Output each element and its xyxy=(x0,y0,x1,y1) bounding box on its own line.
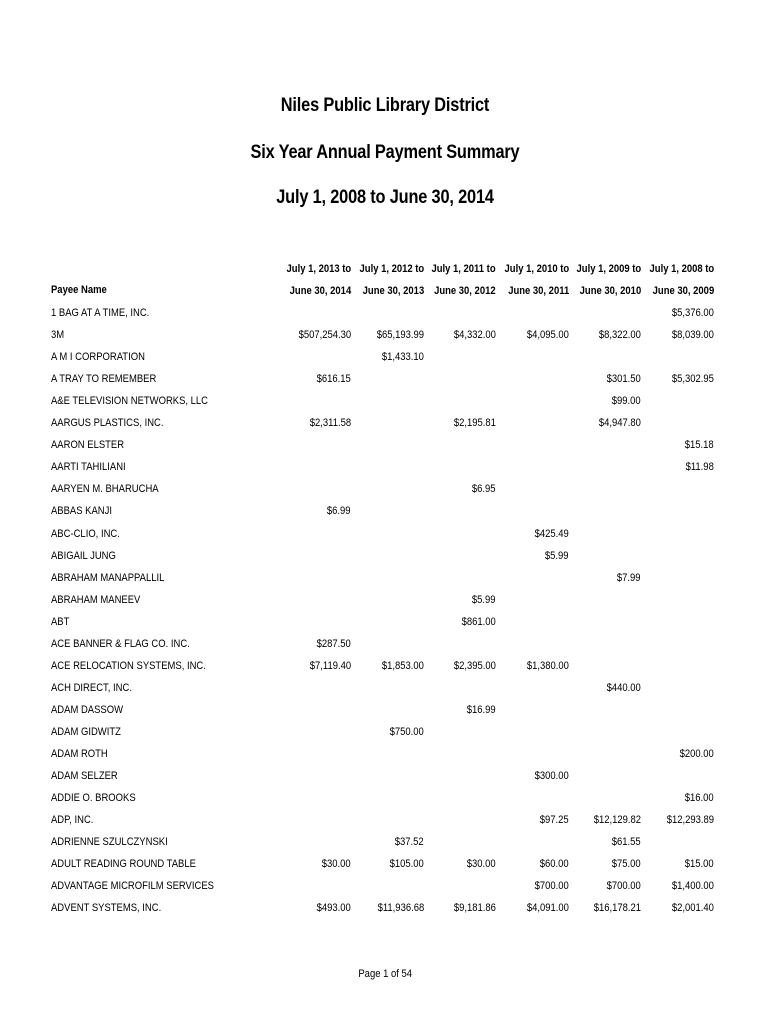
payee-name: AARTI TAHILIANI xyxy=(51,461,126,474)
column-header-line1: July 1, 2008 to xyxy=(649,263,714,275)
table-row xyxy=(0,435,770,457)
table-row xyxy=(0,788,770,810)
payment-amount: $7,119.40 xyxy=(309,659,351,672)
table-row xyxy=(0,347,770,369)
payee-name: ABC-CLIO, INC. xyxy=(51,527,120,540)
table-row xyxy=(0,413,770,435)
table-row xyxy=(0,810,770,832)
table-row xyxy=(0,766,770,788)
payment-amount: $16.00 xyxy=(685,792,714,805)
payment-amount: $60.00 xyxy=(540,858,569,871)
table-row xyxy=(0,612,770,634)
payment-amount: $15.00 xyxy=(685,858,714,871)
payee-name: A TRAY TO REMEMBER xyxy=(51,373,157,386)
payment-amount: $99.00 xyxy=(612,395,641,408)
table-row xyxy=(0,524,770,546)
payment-amount: $1,380.00 xyxy=(526,659,569,672)
table-row xyxy=(0,656,770,678)
payee-name: ADAM DASSOW xyxy=(51,703,124,716)
column-header-line2: June 30, 2009 xyxy=(652,285,714,297)
payment-amount: $12,129.82 xyxy=(593,814,641,827)
payment-amount: $61.55 xyxy=(612,836,641,849)
column-header-line2: June 30, 2011 xyxy=(507,285,569,297)
payment-amount: $30.00 xyxy=(467,858,496,871)
table-row xyxy=(0,568,770,590)
payment-amount: $700.00 xyxy=(534,880,569,893)
table-row xyxy=(0,479,770,501)
payment-amount: $301.50 xyxy=(606,373,641,386)
table-row xyxy=(0,590,770,612)
payment-amount: $1,400.00 xyxy=(671,880,714,893)
payment-amount: $2,311.58 xyxy=(309,417,351,430)
column-header-line2: June 30, 2014 xyxy=(289,285,351,297)
payee-name: ABT xyxy=(51,615,70,628)
payment-amount: $6.95 xyxy=(472,483,496,496)
column-header xyxy=(432,258,496,302)
report-date-range: July 1, 2008 to June 30, 2014 xyxy=(276,187,494,208)
table-row xyxy=(0,325,770,347)
payee-name: ABRAHAM MANAPPALLIL xyxy=(51,571,165,584)
column-header-line2: June 30, 2013 xyxy=(362,285,424,297)
payment-amount: $287.50 xyxy=(316,637,351,650)
table-row xyxy=(0,391,770,413)
column-header xyxy=(649,258,714,302)
payment-amount: $507,254.30 xyxy=(298,329,351,342)
column-header-line1: July 1, 2010 to xyxy=(504,263,569,275)
payment-amount: $2,001.40 xyxy=(671,902,714,915)
payment-amount: $700.00 xyxy=(606,880,641,893)
payee-name: ADAM GIDWITZ xyxy=(51,725,121,738)
payment-amount: $1,853.00 xyxy=(381,659,424,672)
payment-amount: $30.00 xyxy=(322,858,351,871)
table-row xyxy=(0,744,770,766)
payee-name: ADULT READING ROUND TABLE xyxy=(51,858,196,871)
payment-amount: $8,039.00 xyxy=(671,329,714,342)
table-row xyxy=(0,876,770,898)
payment-amount: $300.00 xyxy=(534,770,569,783)
payment-amount: $75.00 xyxy=(612,858,641,871)
payment-amount: $5.99 xyxy=(545,549,569,562)
column-header-line1: July 1, 2009 to xyxy=(576,263,641,275)
table-row xyxy=(0,303,770,325)
payment-amount: $425.49 xyxy=(534,527,569,540)
column-header-line1: July 1, 2011 to xyxy=(431,263,496,275)
payment-amount: $4,091.00 xyxy=(526,902,569,915)
payment-amount: $616.15 xyxy=(316,373,351,386)
payment-amount: $750.00 xyxy=(389,725,424,738)
payment-amount: $97.25 xyxy=(540,814,569,827)
column-header-line2: June 30, 2012 xyxy=(434,285,496,297)
column-header-line1: July 1, 2013 to xyxy=(286,263,351,275)
payment-amount: $2,195.81 xyxy=(453,417,496,430)
payment-amount: $4,332.00 xyxy=(453,329,496,342)
payment-amount: $65,193.99 xyxy=(376,329,424,342)
payment-amount: $16,178.21 xyxy=(593,902,641,915)
payee-name: AARYEN M. BHARUCHA xyxy=(51,483,159,496)
column-header xyxy=(286,258,351,302)
payment-amount: $4,947.80 xyxy=(598,417,641,430)
payee-name: 1 BAG AT A TIME, INC. xyxy=(51,307,150,319)
column-header-line2: June 30, 2010 xyxy=(579,285,641,297)
payment-amount: $493.00 xyxy=(316,902,351,915)
payee-name: ADRIENNE SZULCZYNSKI xyxy=(51,836,168,849)
table-row xyxy=(0,722,770,744)
payment-amount: $11,936.68 xyxy=(377,902,424,915)
payee-name: 3M xyxy=(51,329,65,342)
payment-amount: $5.99 xyxy=(472,593,496,606)
payment-amount: $7.99 xyxy=(617,571,641,584)
column-header xyxy=(576,258,641,302)
payment-amount: $440.00 xyxy=(606,681,641,694)
payment-amount: $861.00 xyxy=(461,615,496,628)
payment-amount: $2,395.00 xyxy=(453,659,496,672)
payment-amount: $16.99 xyxy=(467,703,496,716)
payment-amount: $5,302.95 xyxy=(671,373,714,386)
report-title: Niles Public Library District xyxy=(280,95,490,116)
payment-amount: $200.00 xyxy=(679,748,714,760)
payment-amount: $9,181.86 xyxy=(453,902,496,915)
table-row xyxy=(0,369,770,391)
payment-amount: $105.00 xyxy=(389,858,424,871)
payee-name: ABBAS KANJI xyxy=(51,505,112,518)
payee-name: ACE RELOCATION SYSTEMS, INC. xyxy=(51,659,206,672)
payee-name: ADVENT SYSTEMS, INC. xyxy=(51,902,162,915)
payee-name: AARGUS PLASTICS, INC. xyxy=(51,417,164,430)
payment-amount: $12,293.89 xyxy=(666,814,714,827)
report-subtitle: Six Year Annual Payment Summary xyxy=(250,142,520,163)
payee-name: ADP, INC. xyxy=(51,814,94,827)
column-header xyxy=(504,258,569,302)
payment-amount: $5,376.00 xyxy=(671,307,714,319)
payee-name: ABIGAIL JUNG xyxy=(51,549,116,562)
payee-name: ABRAHAM MANEEV xyxy=(51,593,141,606)
payment-amount: $4,095.00 xyxy=(526,329,569,342)
table-row xyxy=(0,700,770,722)
payee-name: ADAM ROTH xyxy=(51,748,108,760)
payee-name: ADVANTAGE MICROFILM SERVICES xyxy=(51,880,214,893)
payee-name: A&E TELEVISION NETWORKS, LLC xyxy=(51,395,209,408)
table-row xyxy=(0,832,770,854)
payment-amount: $11.98 xyxy=(685,461,714,474)
table-row xyxy=(0,854,770,876)
payee-name: ADAM SELZER xyxy=(51,770,118,783)
table-row xyxy=(0,898,770,920)
payment-amount: $6.99 xyxy=(327,505,351,518)
payment-amount: $8,322.00 xyxy=(598,329,641,342)
page-number: Page 1 of 54 xyxy=(358,968,412,980)
table-row xyxy=(0,457,770,479)
table-row xyxy=(0,634,770,656)
payment-amount: $37.52 xyxy=(395,836,424,849)
payee-name-header: Payee Name xyxy=(51,284,107,296)
column-header xyxy=(359,258,424,302)
table-row xyxy=(0,546,770,568)
payee-name: ADDIE O. BROOKS xyxy=(51,792,136,805)
payment-amount: $15.18 xyxy=(685,439,714,452)
table-row xyxy=(0,501,770,523)
payee-name: AARON ELSTER xyxy=(51,439,125,452)
payee-name: A M I CORPORATION xyxy=(51,351,145,364)
payee-name: ACE BANNER & FLAG CO. INC. xyxy=(51,637,190,650)
payee-name: ACH DIRECT, INC. xyxy=(51,681,132,694)
payment-amount: $1,433.10 xyxy=(381,351,424,364)
column-header-line1: July 1, 2012 to xyxy=(359,263,424,275)
table-row xyxy=(0,678,770,700)
